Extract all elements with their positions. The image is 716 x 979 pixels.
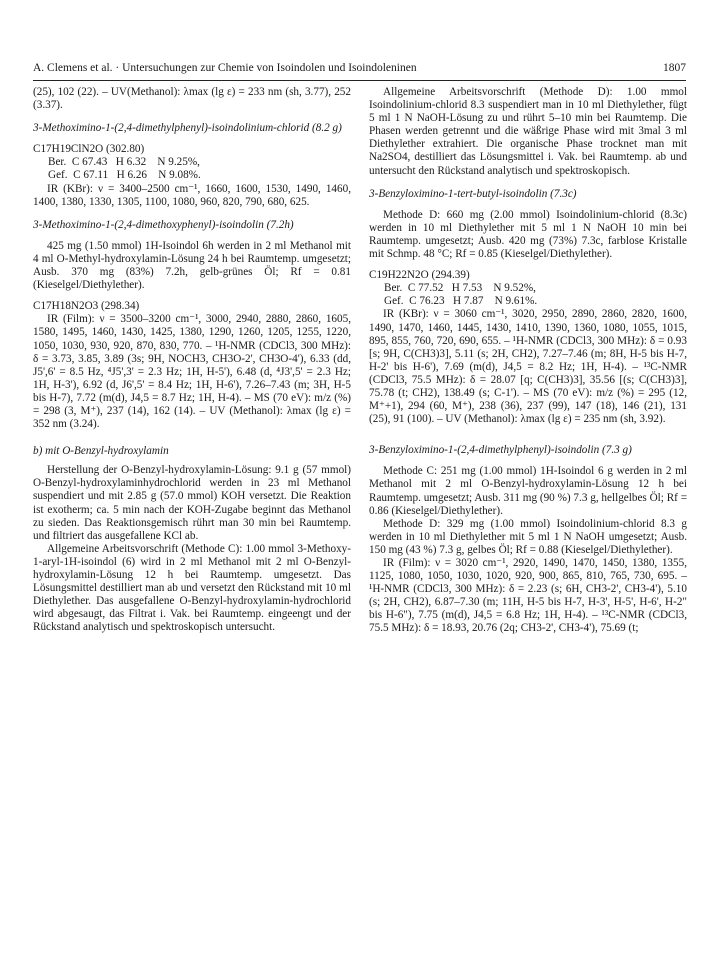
paragraph: (25), 102 (22). – UV(Methanol): λmax (lg ε) = 233 nm (sh, 3.77), 252 (3.37).	[33, 86, 351, 112]
ir-data: IR (KBr): ν = 3400–2500 cm⁻¹, 1660, 1600, 1530, 1490, 1460, 1400, 1380, 1330, 1305, 1100, 1080, 960, 820, 790, 680, 625.	[33, 182, 351, 208]
right-column	[369, 86, 687, 636]
formula: C19H22N2O (294.39)	[369, 269, 470, 282]
paragraph: Herstellung der O-Benzyl-hydroxylamin-Lösung: 9.1 g (57 mmol) O-Benzyl-hydroxylaminhydrochlorid werden in 23 ml Methanol suspendiert und mit 2.85 g (57.0 mmol) KOH versetzt. Die Reaktion ist exotherm; ca. 5 min nach der KOH-Zugabe beginnt das Methanol zu sieden. Das Reaktionsgemisch rührt man 30 min bei Raumtemp. und filtriert das ausgefallene KCl ab.	[33, 464, 351, 542]
compound-title: 3-Benzyloximino-1-(2,4-dimethylphenyl)-isoindolin (7.3 g)	[369, 444, 632, 457]
paragraph: Allgemeine Arbeitsvorschrift (Methode C): 1.00 mmol 3-Methoxy-1-aryl-1H-isoindol (6) wird in 2 ml Methanol mit 2 ml O-Benzyl-hydroxylamin-Lösung 12 h bei Raumtemp. umgesetzt. Das Lösungsmittel destilliert man ab und versetzt den Rückstand mit 10 ml Diethylether. Das ausgefallene O-Benzyl-hydroxylamin-hydrochlorid wird abgesaugt, das Filtrat i. Vak. bei Raumtemp. eingeengt und der Rückstand analytisch und spektroskopisch untersucht.	[33, 542, 351, 634]
running-title: A. Clemens et al. · Untersuchungen zur Chemie von Isoindolen und Isoindoleninen	[33, 62, 417, 74]
paragraph: Methode C: 251 mg (1.00 mmol) 1H-Isoindol 6 g werden in 2 ml Methanol mit 2 ml O-Benzyl-hydroxylamin-Lösung 12 h bei Raumtemp. umgesetzt; Ausb. 311 mg (90 %) 7.3 g, hellgelbes Öl; Rf = 0.86 (Kieselgel/Diethylether).	[369, 465, 687, 517]
section-heading: b) mit O-Benzyl-hydroxylamin	[33, 445, 169, 458]
running-header	[33, 60, 686, 81]
paragraph: Methode D: 329 mg (1.00 mmol) Isoindolinium-chlorid 8.3 g werden in 10 ml Diethylether mit 5 ml 1 N NaOH umgesetzt; Ausb. 150 mg (43 %) 7.3 g, gelbes Öl; Rf = 0.88 (Kieselgel/Diethylether).	[369, 517, 687, 556]
paragraph: Allgemeine Arbeitsvorschrift (Methode D): 1.00 mmol Isoindolinium-chlorid 8.3 suspendiert man in 10 ml Diethylether, fügt 5 ml 1 N NaOH-Lösung zu und rührt 5–10 min bei Raumtemp. Die Phasen werden getrennt und die wäßrige Phase wird mit 3mal 3 ml Diethylether extrahiert. Die organische Phase trocknet man mit Na2SO4, destilliert das Lösungsmittel i. Vak. bei Raumtemp. ab und untersucht den Rückstand analytisch und spektroskopisch.	[369, 86, 687, 177]
paragraph: Methode D: 660 mg (2.00 mmol) Isoindolinium-chlorid (8.3c) werden in 10 ml Diethylether mit 5 ml 1 N NaOH 10 min bei Raumtemp. umgesetzt; Ausb. 420 mg (73%) 7.3c, farblose Kristalle mit Schmp. 48 °C; Rf = 0.85 (Kieselgel/Diethylether).	[369, 208, 687, 261]
analysis-calc: Ber. C 77.52 H 7.53 N 9.52%,	[384, 282, 536, 295]
spectral-data: IR (Film): ν = 3020 cm⁻¹, 2920, 1490, 1470, 1450, 1380, 1355, 1125, 1080, 1050, 1030, 1020, 920, 900, 865, 810, 765, 730, 695. – ¹H-NMR (CDCl3, 300 MHz): δ = 2.23 (s; 6H, CH3-2', CH3-4'), 5.10 (s; 2H, CH2), 6.87–7.30 (m; 11H, H-5 bis H-7, H-3', H-5', H-6', H-2" bis H-6"), 7.75 (m(d), J4,5 = 6.8 Hz; 1H, H-4). – ¹³C-NMR (CDCl3, 75.5 MHz): δ = 18.93, 20.76 (2q; CH3-2', CH3-4'), 75.69 (t;	[369, 557, 687, 635]
spectral-data: IR (Film): ν = 3500–3200 cm⁻¹, 3000, 2940, 2880, 2860, 1605, 1580, 1495, 1460, 1430, 1425, 1380, 1290, 1260, 1205, 1255, 1220, 1050, 1030, 930, 920, 870, 830, 770. – ¹H-NMR (CDCl3, 300 MHz): δ = 3.73, 3.85, 3.89 (3s; 9H, NOCH3, CH3O-2', CH3O-4'), 6.33 (dd, J5',6' = 8.5 Hz, ⁴J5',3' = 2.3 Hz; 1H, H-5'), 6.48 (d, ⁴J3',5' = 2.3 Hz; 1H, H-3'), 6.92 (d, J6',5' = 8.4 Hz; 1H, H-6'), 7.26–7.43 (m; 3H, H-5 bis H-7), 7.72 (m(d), J4,5 = 8.7 Hz; 1H, H-4). – MS (70 eV): m/z (%) = 298 (3, M⁺), 237 (14), 162 (14). – UV (Methanol): λmax (lg ε) = 352 nm (3.24).	[33, 313, 351, 431]
analysis-calc: Ber. C 67.43 H 6.32 N 9.25%,	[48, 156, 200, 169]
formula: C17H19ClN2O (302.80)	[33, 143, 145, 156]
spectral-data: IR (KBr): ν = 3060 cm⁻¹, 3020, 2950, 2890, 2860, 2820, 1600, 1490, 1470, 1460, 1445, 1430, 1410, 1390, 1360, 1080, 1055, 1015, 895, 855, 760, 720, 690, 655. – ¹H-NMR (CDCl3, 300 MHz): δ = 0.93 [s; 9H, C(CH3)3], 5.11 (s; 2H, CH2), 7.27–7.46 (m; 8H, H-5 bis H-7, H-2' bis H-6'), 7.69 (m(d), J4,5 = 8.2 Hz; 1H, H-4). – ¹³C-NMR (CDCl3, 75.5 MHz): δ = 28.07 [q; C(CH3)3], 35.56 [(s; C(CH3)3], 75.78 (t; CH2), 138.49 (s; C-1'). – MS (70 eV): m/z (%) = 295 (12, M⁺+1), 294 (60, M⁺), 238 (36), 237 (99), 147 (18), 146 (21), 131 (25), 91 (100). – UV (Methanol): λmax (lg ε) = 235 nm (sh, 3.92).	[369, 308, 687, 426]
compound-title: 3-Methoximino-1-(2,4-dimethylphenyl)-isoindolinium-chlorid (8.2 g)	[33, 122, 342, 135]
analysis-found: Gef. C 76.23 H 7.87 N 9.61%.	[384, 295, 538, 308]
left-column	[33, 86, 351, 634]
page-number: 1807	[663, 62, 686, 74]
analysis-found: Gef. C 67.11 H 6.26 N 9.08%.	[48, 169, 201, 182]
compound-title: 3-Benzyloximino-1-tert-butyl-isoindolin (7.3c)	[369, 187, 577, 200]
formula: C17H18N2O3 (298.34)	[33, 300, 140, 313]
compound-title: 3-Methoximino-1-(2,4-dimethoxyphenyl)-isoindolin (7.2h)	[33, 218, 294, 231]
paragraph: 425 mg (1.50 mmol) 1H-Isoindol 6h werden in 2 ml Methanol mit 4 ml O-Methyl-hydroxylamin-Lösung 24 h bei Raumtemp. umgesetzt; Ausb. 370 mg (83%) 7.2h, gelb-grünes Öl; Rf = 0.81 (Kieselgel/Diethylether).	[33, 239, 351, 292]
